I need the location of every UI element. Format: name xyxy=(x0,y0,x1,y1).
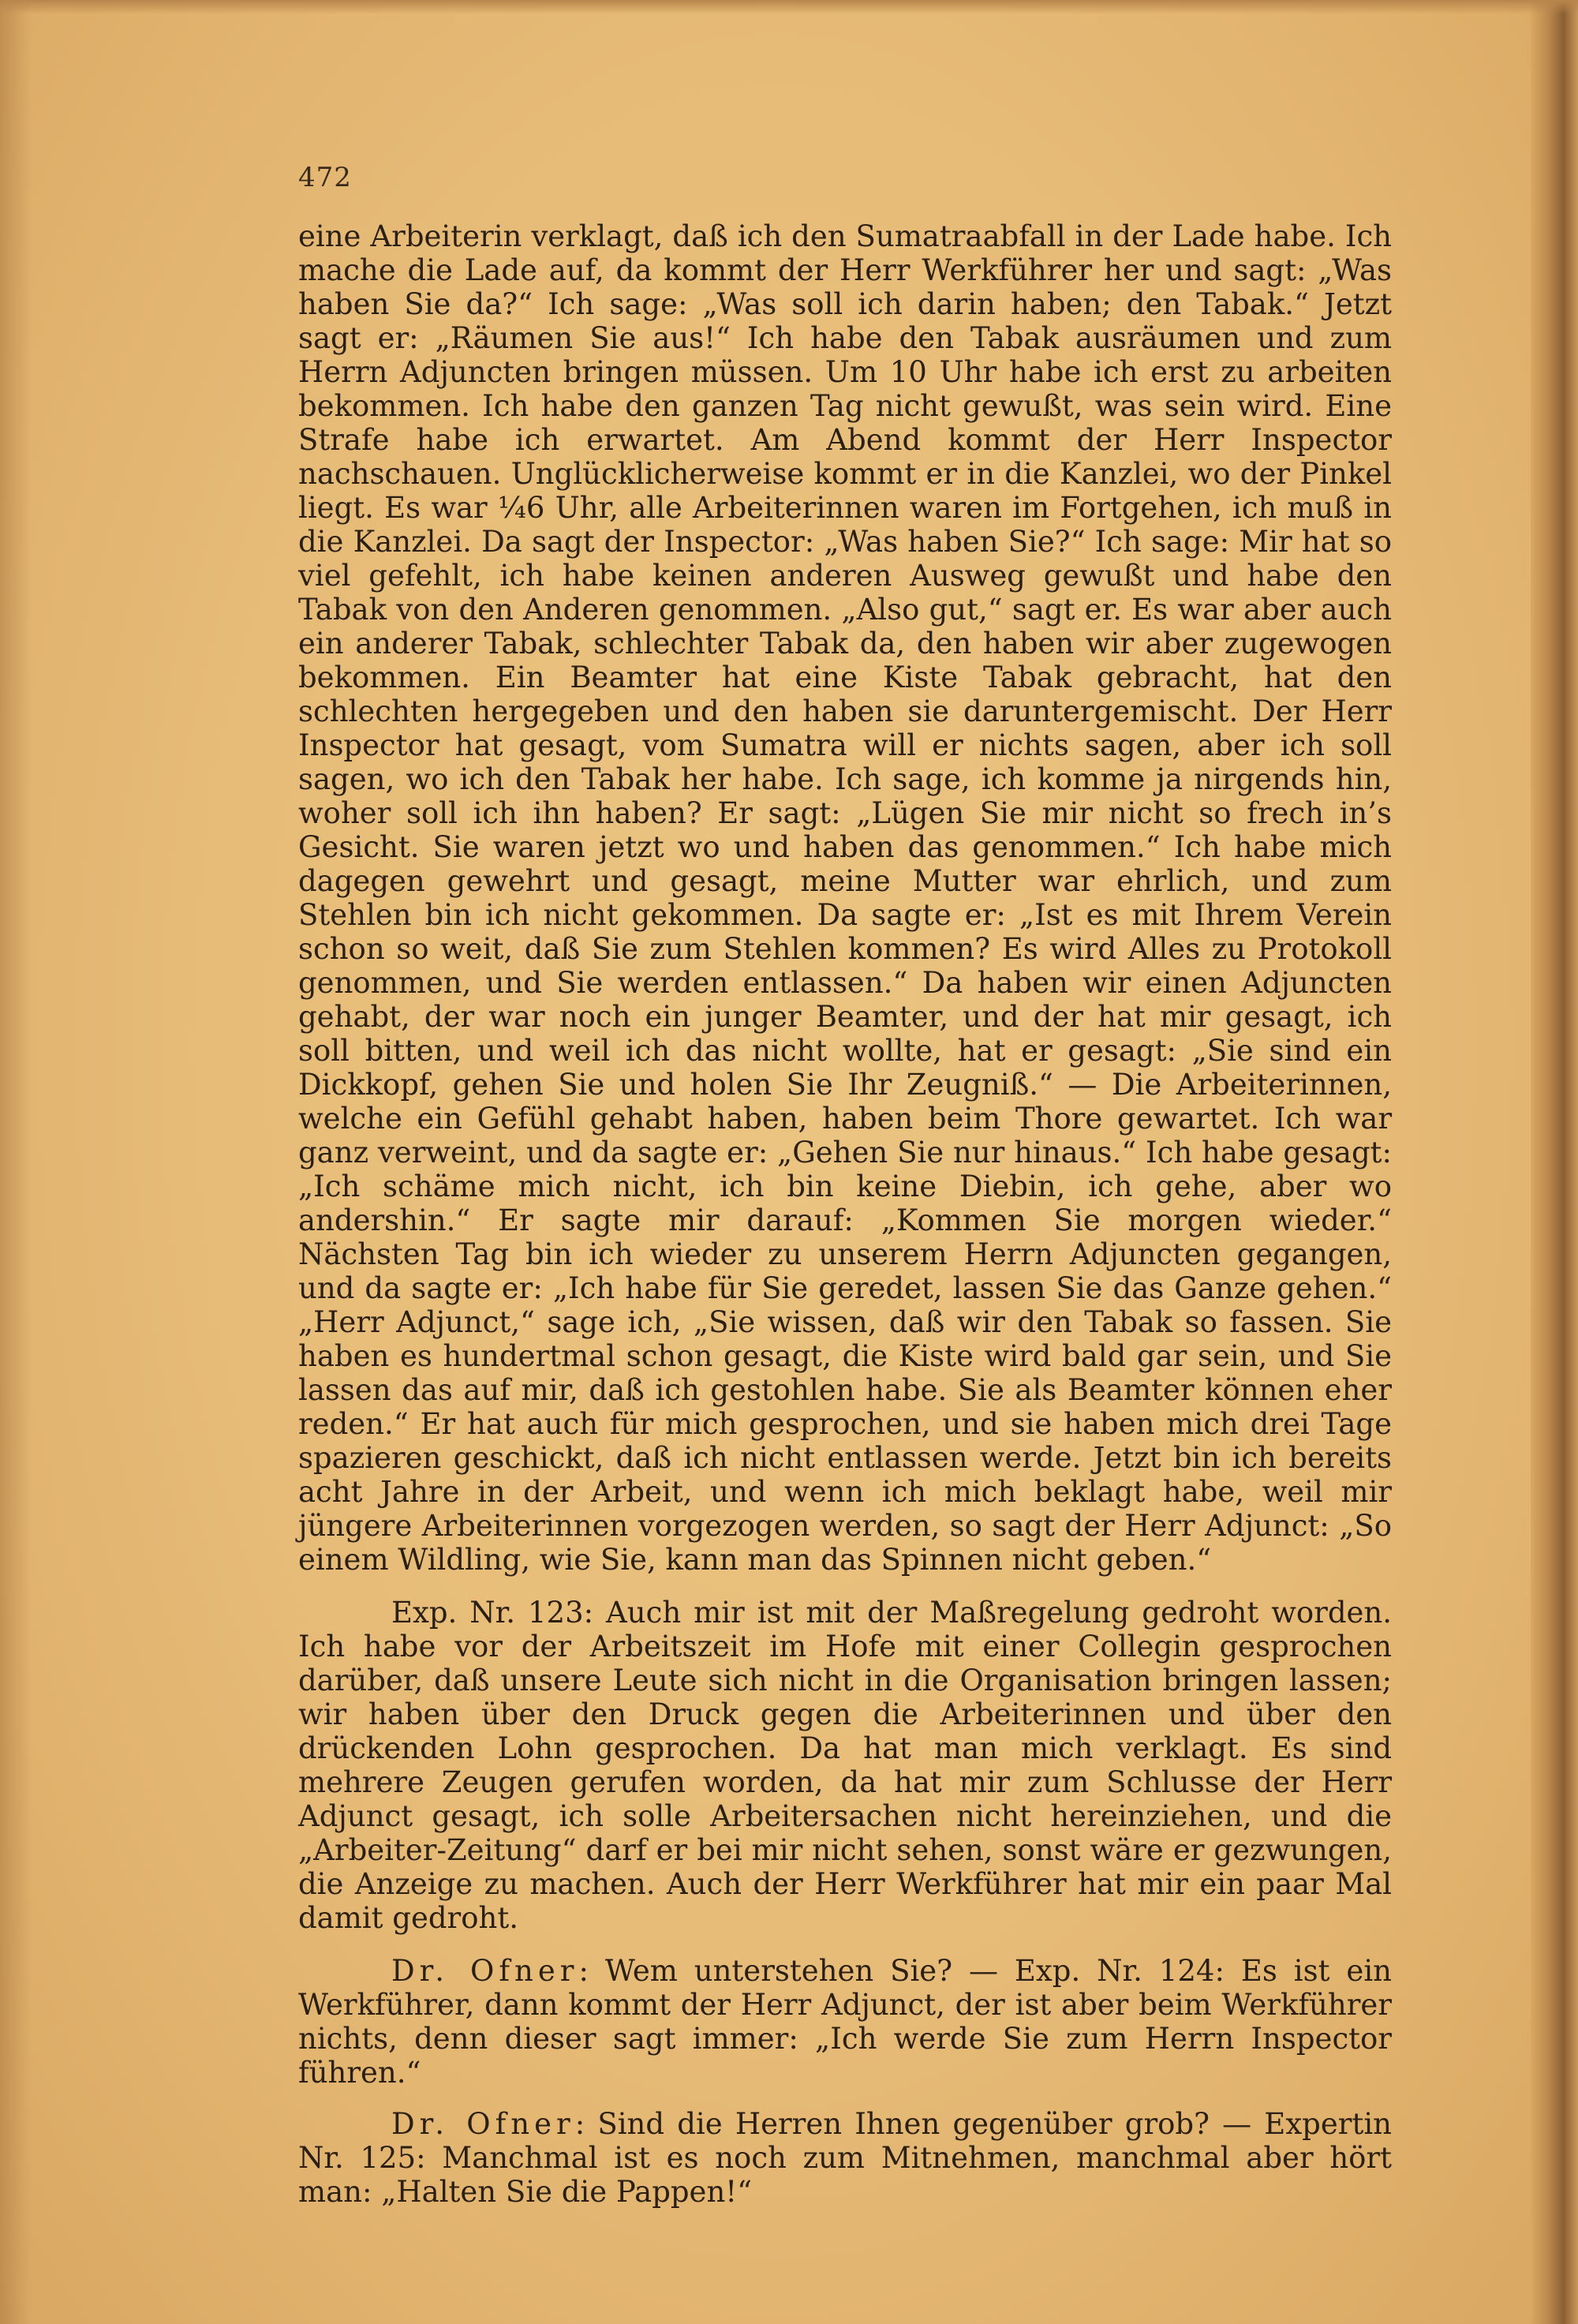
speaker-name: Dr. Ofner xyxy=(391,2107,575,2141)
paragraph-spacer xyxy=(298,1577,1392,1596)
body-text xyxy=(298,219,1392,2209)
page-number: 472 xyxy=(298,162,352,193)
paragraph-testimony-continued: eine Arbeiterin verklagt, daß ich den Sumatraabfall in der Lade habe. Ich mache die Lade auf, da kommt der Herr Werkführer her und sagt: „Was haben Sie da?“ Ich sage: „Was soll ich darin haben; den Tabak.“ Jetzt sagt er: „Räumen Sie aus!“ Ich habe den Tabak ausräumen und zum Herrn Adjuncten bringen müssen. Um 10 Uhr habe ich erst zu arbeiten bekommen. Ich habe den ganzen Tag nicht gewußt, was sein wird. Eine Strafe habe ich erwartet. Am Abend kommt der Herr Inspector nachschauen. Unglücklicherweise kommt er in die Kanzlei, wo der Pinkel liegt. Es war ¼6 Uhr, alle Arbeiterinnen waren im Fortgehen, ich muß in die Kanzlei. Da sagt der Inspector: „Was haben Sie?“ Ich sage: Mir hat so viel gefehlt, ich habe keinen anderen Ausweg gewußt und habe den Tabak von den Anderen genommen. „Also gut,“ sagt er. Es war aber auch ein anderer Tabak, schlechter Tabak da, den haben wir aber zugewogen bekommen. Ein Beamter hat eine Kiste Tabak gebracht, hat den schlechten hergegeben und den haben sie daruntergemischt. Der Herr Inspector hat gesagt, vom Sumatra will er nichts sagen, aber ich soll sagen, wo ich den Tabak her habe. Ich sage, ich komme ja nirgends hin, woher soll ich ihn haben? Er sagt: „Lügen Sie mir nicht so frech in’s Gesicht. Sie waren jetzt wo und haben das genommen.“ Ich habe mich dagegen gewehrt und gesagt, meine Mutter war ehrlich, und zum Stehlen bin ich nicht gekommen. Da sagte er: „Ist es mit Ihrem Verein schon so weit, daß Sie zum Stehlen kommen? Es wird Alles zu Protokoll genommen, und Sie werden entlassen.“ Da haben wir einen Adjuncten gehabt, der war noch ein junger Beamter, und der hat mir gesagt, ich soll bitten, und weil ich das nicht wollte, hat er gesagt: „Sie sind ein Dickkopf, gehen Sie und holen Sie Ihr Zeugniß.“ — Die Arbeiterinnen, welche ein Gefühl gehabt haben, haben beim Thore gewartet. Ich war ganz verweint, und da sagte er: „Gehen Sie nur hinaus.“ Ich habe gesagt: „Ich schäme mich nicht, ich bin keine Diebin, ich gehe, aber wo andershin.“ Er sagte mir darauf: „Kommen Sie morgen wieder.“ Nächsten Tag bin ich wieder zu unserem Herrn Adjuncten gegangen, und da sagte er: „Ich habe für Sie geredet, lassen Sie das Ganze gehen.“ „Herr Adjunct,“ sage ich, „Sie wissen, daß wir den Tabak so fassen. Sie haben es hundertmal schon gesagt, die Kiste wird bald gar sein, und Sie lassen das auf mir, daß ich gestohlen habe. Sie als Beamter können eher reden.“ Er hat auch für mich gesprochen, und sie haben mich drei Tage spazieren geschickt, daß ich nicht entlassen werde. Jetzt bin ich bereits acht Jahre in der Arbeit, und wenn ich mich beklagt habe, weil mir jüngere Arbeiterinnen vorgezogen werden, so sagt der Herr Adjunct: „So einem Wildling, wie Sie, kann man das Spinnen nicht geben.“ xyxy=(298,219,1392,1577)
page-left-shadow xyxy=(0,0,32,2324)
paragraph-text: : Wem unterstehen Sie? — Exp. Nr. 124: Es ist ein Werkführer, dann kommt der Herr Adjunct, der ist aber beim Werkführer nichts, denn dieser sagt immer: „Ich werde Sie zum Herrn Inspector führen.“ xyxy=(298,1954,1392,2090)
page-top-edge xyxy=(0,0,1578,14)
paragraph-spacer xyxy=(298,1935,1392,1954)
paragraph-text: : Sind die Herren Ihnen gegenüber grob? — Expertin Nr. 125: Manchmal ist es noch zum Mitnehmen, manchmal aber hört man: „Halten Sie die Pappen!“ xyxy=(298,2107,1392,2209)
speaker-name: Dr. Ofner xyxy=(391,1954,579,1988)
book-spine-edge xyxy=(1531,0,1578,2324)
paragraph-exp-123: Exp. Nr. 123: Auch mir ist mit der Maßregelung gedroht worden. Ich habe vor der Arbeitszeit im Hofe mit einer Collegin gesprochen darüber, daß unsere Leute sich nicht in die Organisation bringen lassen; wir haben über den Druck gegen die Arbeiterinnen und über den drückenden Lohn gesprochen. Da hat man mich verklagt. Es sind mehrere Zeugen gerufen worden, da hat mir zum Schlusse der Herr Adjunct gesagt, ich solle Arbeitersachen nicht hereinziehen, und die „Arbeiter-Zeitung“ darf er bei mir nicht sehen, sonst wäre er gezwungen, die Anzeige zu machen. Auch der Herr Werkführer hat mir ein paar Mal damit gedroht. xyxy=(298,1596,1392,1935)
paragraph-exp-124 xyxy=(298,1954,1392,2090)
paragraph-exp-125 xyxy=(298,2107,1392,2209)
paragraph-spacer xyxy=(298,2090,1392,2107)
